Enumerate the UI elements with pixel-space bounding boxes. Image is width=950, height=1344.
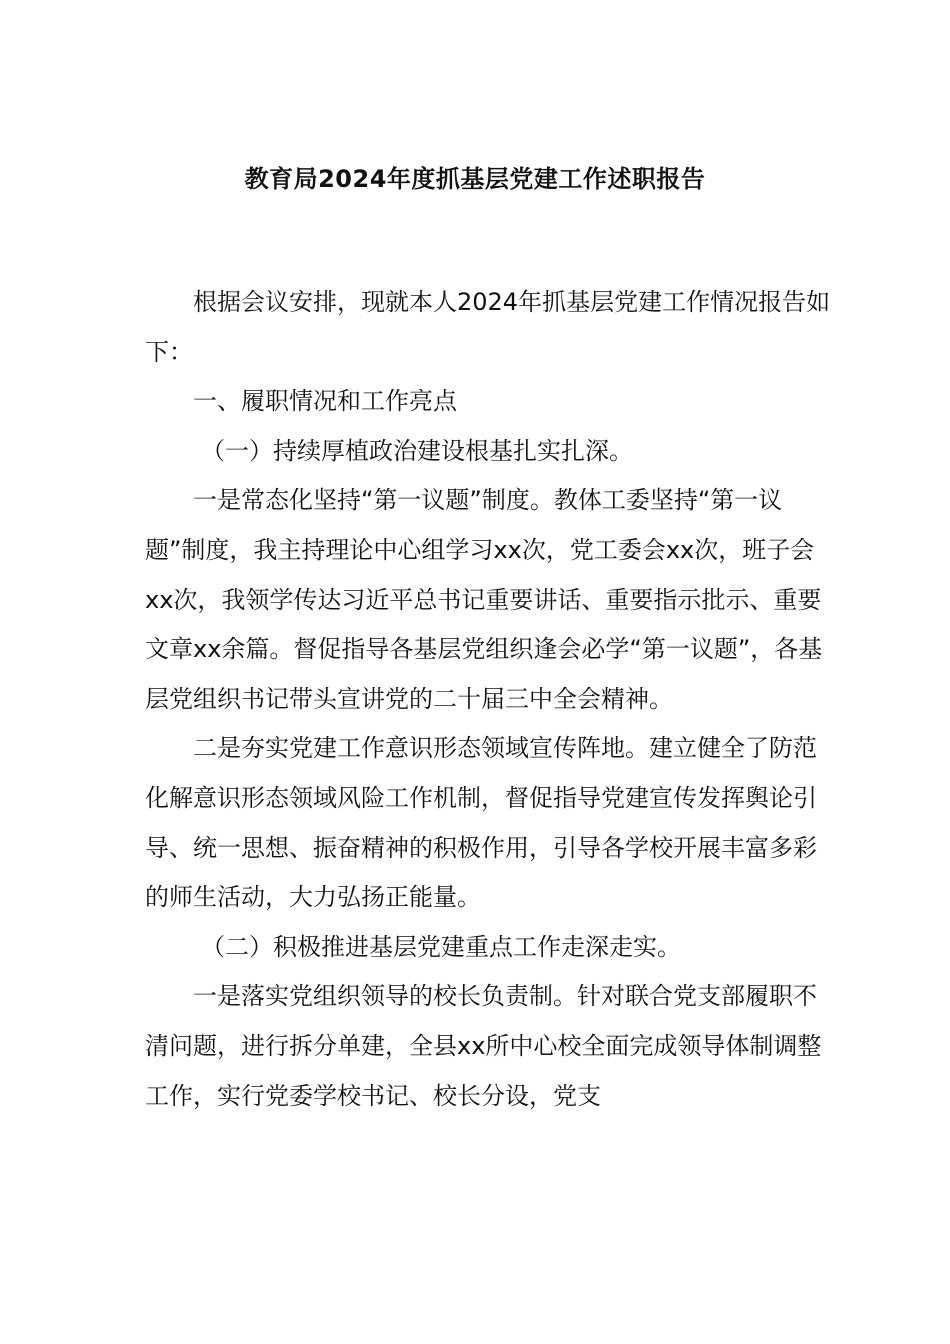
body-paragraph-2: 二是夯实党建工作意识形态领域宣传阵地。建立健全了防范化解意识形态领域风险工作机制，督促指导党建宣传发挥舆论引导、统一思想、振奋精神的积极作用，引导各学校开展丰富多彩的师生活动，大力弘扬正能量。 [145, 734, 817, 912]
body-paragraph-1: 一是常态化坚持“第一议题”制度。教体工委坚持“第一议题”制度，我主持理论中心组学习xx次，党工委会xx次，班子会xx次，我领学传达习近平总书记重要讲话、重要指示批示、重要文章xx余篇。督促指导各基层党组织逢会必学“第一议题”，各基层党组织书记带头宣讲党的二十届三中全会精神。 [145, 486, 823, 713]
document-body [145, 278, 835, 1121]
body-paragraph-3: 一是落实党组织领导的校长负责制。针对联合党支部履职不清问题，进行拆分单建，全县xx所中心校全面完成领导体制调整工作，实行党委学校书记、校长分设，党支 [145, 982, 822, 1110]
section-heading-1: 一、履职情况和工作亮点 [193, 387, 457, 416]
subsection-heading-2: （二）积极推进基层党建重点工作走深走实。 [201, 932, 681, 961]
document-title: 教育局2024年度抓基层党建工作述职报告 [244, 165, 706, 193]
intro-paragraph: 根据会议安排，现就本人2024年抓基层党建工作情况报告如下： [145, 288, 831, 366]
subsection-heading-1: （一）持续厚植政治建设根基扎实扎深。 [201, 436, 633, 465]
